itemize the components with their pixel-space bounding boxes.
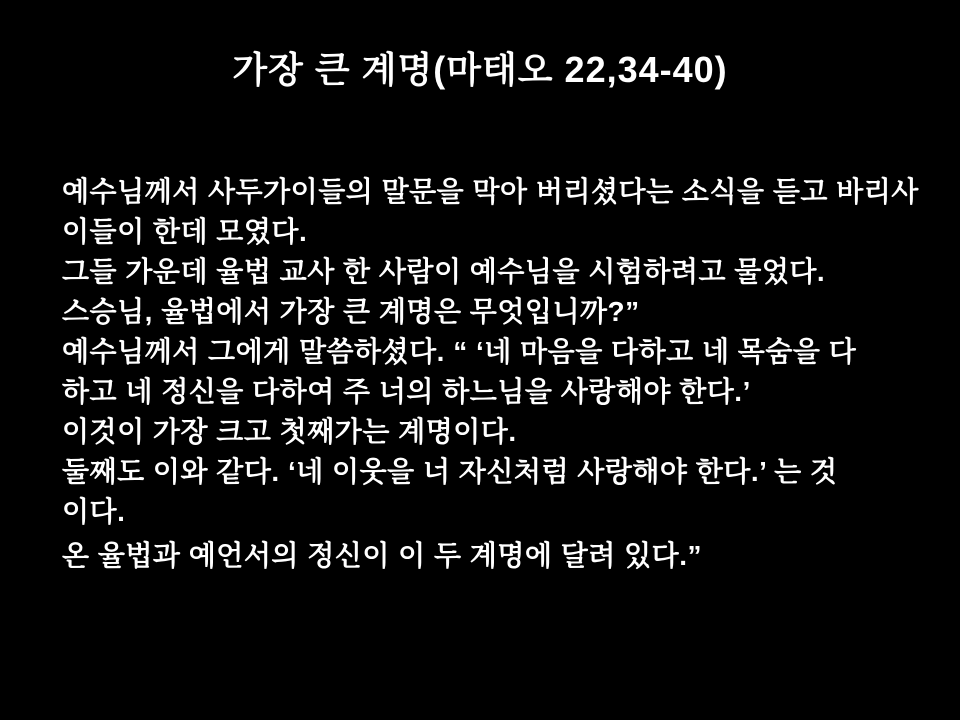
text-line: 예수님께서 그에게 말씀하셨다. “ ‘네 마음을 다하고 네 목숨을 다	[62, 336, 857, 367]
text-line: 이다.	[62, 496, 126, 527]
text-line: 그들 가운데 율법 교사 한 사람이 예수님을 시험하려고 물었다.	[62, 256, 826, 287]
text-line: 이들이 한데 모였다.	[62, 216, 308, 247]
text-line: 예수님께서 사두가이들의 말문을 막아 버리셨다는 소식을 듣고 바리사	[62, 176, 919, 207]
text-line: 이것이 가장 크고 첫째가는 계명이다.	[62, 416, 517, 447]
text-line: 스승님, 율법에서 가장 큰 계명은 무엇입니까?”	[62, 296, 640, 327]
text-line: 하고 네 정신을 다하여 주 너의 하느님을 사랑해야 한다.’	[62, 376, 751, 407]
text-line: 온 율법과 예언서의 정신이 이 두 계명에 달려 있다.”	[62, 540, 702, 571]
page-title: 가장 큰 계명(마태오 22,34-40)	[232, 49, 728, 90]
text-line: 둘째도 이와 같다. ‘네 이웃을 너 자신처럼 사랑해야 한다.’ 는 것	[62, 456, 838, 487]
slide-body	[62, 172, 930, 576]
